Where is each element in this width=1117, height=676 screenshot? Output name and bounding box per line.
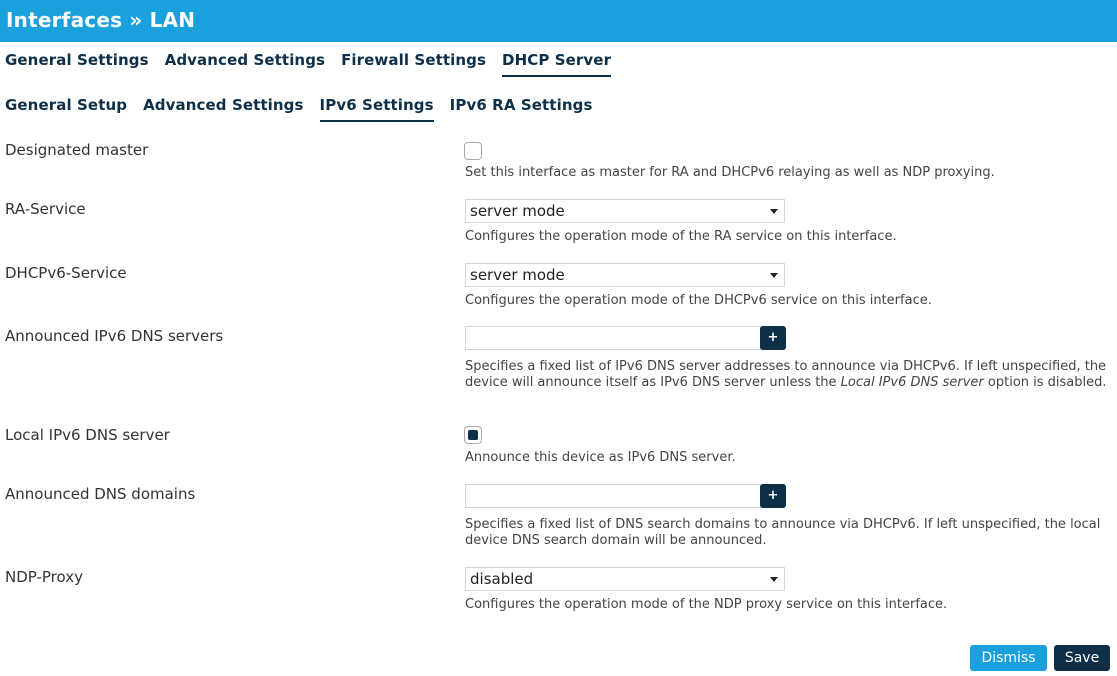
dns-servers-description-tail: option is disabled. — [983, 375, 1107, 390]
ndp-proxy-select[interactable] — [465, 567, 785, 591]
tab-advanced-settings[interactable]: Advanced Settings — [164, 51, 326, 69]
page-title: Interfaces » LAN — [6, 8, 196, 32]
dismiss-button[interactable]: Dismiss — [970, 645, 1047, 671]
ra-service-value: server mode — [470, 202, 565, 220]
chevron-down-icon — [770, 577, 778, 582]
designated-master-description: Set this interface as master for RA and DHCPv6 relaying as well as NDP proxying. — [465, 165, 995, 180]
add-dns-domain-button[interactable]: + — [760, 484, 786, 508]
chevron-down-icon — [770, 209, 778, 214]
designated-master-checkbox[interactable] — [464, 142, 482, 160]
dns-servers-description — [465, 359, 1110, 391]
chevron-down-icon — [770, 273, 778, 278]
local-dns-label: Local IPv6 DNS server — [5, 426, 170, 444]
ndp-proxy-label: NDP-Proxy — [5, 568, 83, 586]
subtab-advanced-settings[interactable]: Advanced Settings — [143, 96, 304, 114]
subsection-tabs — [5, 96, 608, 122]
subtab-general-setup[interactable]: General Setup — [5, 96, 128, 114]
ra-service-description: Configures the operation mode of the RA service on this interface. — [465, 229, 897, 244]
dns-domains-input[interactable] — [465, 484, 761, 508]
dhcpv6-service-label: DHCPv6-Service — [5, 264, 127, 282]
dns-domains-label: Announced DNS domains — [5, 485, 196, 503]
ra-service-select[interactable] — [465, 199, 785, 223]
section-tabs — [5, 51, 627, 77]
subtab-ipv6-ra-settings[interactable]: IPv6 RA Settings — [449, 96, 593, 114]
dhcpv6-service-select[interactable] — [465, 263, 785, 287]
local-dns-description: Announce this device as IPv6 DNS server. — [465, 450, 736, 465]
tab-general-settings[interactable]: General Settings — [5, 51, 149, 69]
local-dns-reference: Local IPv6 DNS server — [840, 375, 984, 390]
subtab-ipv6-settings[interactable]: IPv6 Settings — [320, 96, 434, 122]
dhcpv6-service-description: Configures the operation mode of the DHCPv6 service on this interface. — [465, 293, 932, 308]
designated-master-label: Designated master — [5, 141, 149, 159]
dns-servers-description-text: Specifies a fixed list of IPv6 DNS server addresses to announce via DHCPv6. If left unspecified, the device will announce itself as IPv6 DNS server unless the — [465, 359, 1107, 390]
tab-firewall-settings[interactable]: Firewall Settings — [341, 51, 487, 69]
dhcpv6-service-value: server mode — [470, 266, 565, 284]
tab-dhcp-server[interactable]: DHCP Server — [502, 51, 611, 77]
ra-service-label: RA-Service — [5, 200, 86, 218]
local-dns-checkbox[interactable] — [464, 426, 482, 444]
save-button[interactable]: Save — [1054, 645, 1110, 671]
add-dns-server-button[interactable]: + — [760, 326, 786, 350]
ndp-proxy-description: Configures the operation mode of the NDP proxy service on this interface. — [465, 597, 948, 612]
dns-domains-description: Specifies a fixed list of DNS search domains to announce via DHCPv6. If left unspecified, the local device DNS search domain will be announced. — [465, 517, 1101, 548]
ndp-proxy-value: disabled — [470, 570, 534, 588]
dns-servers-label: Announced IPv6 DNS servers — [5, 327, 224, 345]
page-header — [0, 0, 1117, 42]
dns-servers-input[interactable] — [465, 326, 761, 350]
